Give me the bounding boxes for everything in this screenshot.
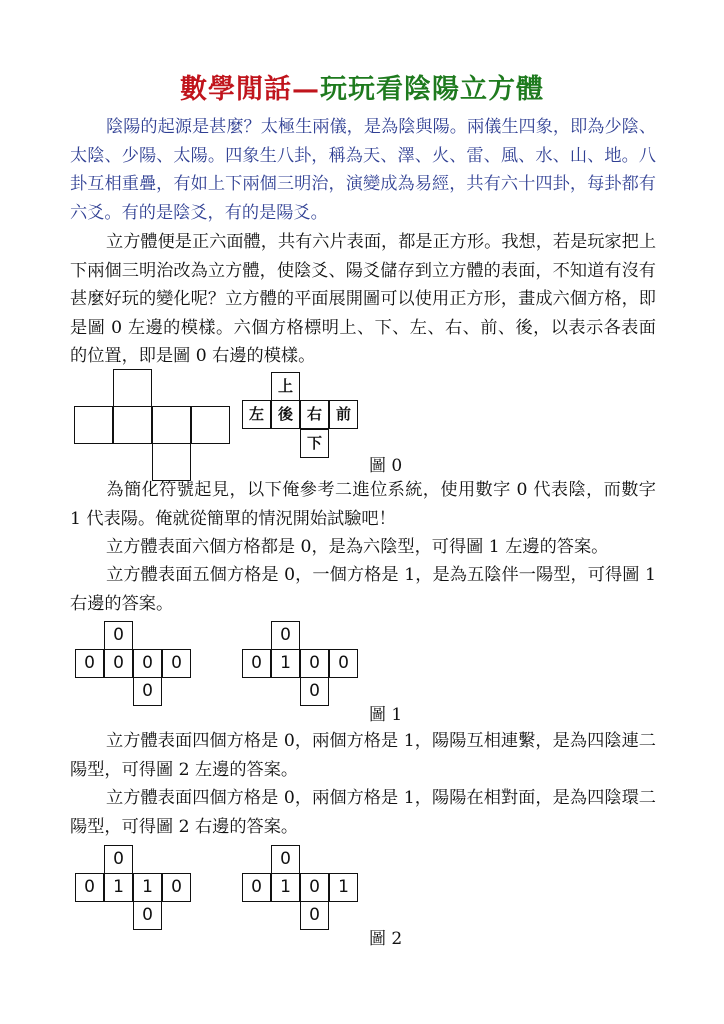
net-cell-bottom: 0 (133, 901, 162, 930)
net-cell: 1 (329, 873, 358, 902)
paragraph-five-yin: 立方體表面五個方格是 0，一個方格是 1，是為五陰伴一陽型，可得圖 1 右邊的答案。 (70, 565, 656, 614)
title-part2: 玩玩看陰陽立方體 (320, 74, 544, 105)
paragraph-binary-notation: 為簡化符號起見，以下俺參考二進位系統，使用數字 0 代表陰，而數字 1 代表陽。俺就從簡單的情況開始試驗吧！ (70, 480, 656, 529)
net-cell-bottom: 0 (300, 677, 329, 706)
net-cell: 1 (271, 649, 300, 678)
net-cell: 0 (329, 649, 358, 678)
net-cell (191, 406, 230, 444)
net-cell-bottom: 0 (300, 901, 329, 930)
net-cell-top: 0 (104, 621, 133, 650)
net-cell: 前 (329, 400, 358, 429)
net-cell-top: 0 (271, 621, 300, 650)
net-cell (152, 406, 191, 444)
net-cell: 0 (75, 649, 104, 678)
title-dash: — (292, 74, 320, 105)
paragraph-six-yin: 立方體表面六個方格都是 0，是為六陰型，可得圖 1 左邊的答案。 (106, 537, 609, 557)
figure-caption: 圖 1 (369, 705, 403, 725)
net-cell (113, 406, 152, 444)
net-cell: 0 (162, 873, 191, 902)
net-cell: 0 (104, 649, 133, 678)
net-cell: 0 (162, 649, 191, 678)
net-cell: 0 (242, 649, 271, 678)
title-part1: 數學閒話 (180, 74, 292, 105)
paragraph-yinyang-origin: 陰陽的起源是甚麼？太極生兩儀，是為陰與陽。兩儀生四象，即為少陰、太陰、少陽、太陽。四象生八卦，稱為天、澤、火、雷、風、水、山、地。八卦互相重疊，有如上下兩個三明治，演變成為易經，共有六十四卦，每卦都有六爻。有的是陰爻，有的是陽爻。 (70, 117, 657, 223)
net-cell: 0 (133, 649, 162, 678)
net-cell-top: 上 (271, 372, 300, 401)
net-cell (74, 406, 113, 444)
paragraph-four-yin-linked: 立方體表面四個方格是 0，兩個方格是 1，陽陽互相連繫，是為四陰連二陽型，可得圖 2 左邊的答案。 (70, 731, 656, 780)
net-cell: 0 (75, 873, 104, 902)
net-cell: 左 (242, 400, 271, 429)
net-cell: 0 (300, 649, 329, 678)
net-cell-top: 0 (271, 845, 300, 874)
net-cell-bottom: 下 (300, 429, 329, 458)
net-cell-top: 0 (104, 845, 133, 874)
net-cell: 1 (104, 873, 133, 902)
figure-caption: 圖 0 (369, 456, 403, 476)
net-cell: 後 (271, 400, 300, 429)
net-cell: 0 (242, 873, 271, 902)
paragraph-four-yin-opposite: 立方體表面四個方格是 0，兩個方格是 1，陽陽在相對面，是為四陰環二陽型，可得圖 2 右邊的答案。 (70, 788, 656, 837)
net-cell-bottom: 0 (133, 677, 162, 706)
net-cell: 0 (300, 873, 329, 902)
net-cell: 1 (271, 873, 300, 902)
page-title (0, 70, 724, 110)
net-cell: 右 (300, 400, 329, 429)
paragraph-cube-intro: 立方體便是正六面體，共有六片表面，都是正方形。我想，若是玩家把上下兩個三明治改為立方體，使陰爻、陽爻儲存到立方體的表面，不知道有沒有甚麼好玩的變化呢？立方體的平面展開圖可以使用正方形，畫成六個方格，即是圖 0 左邊的模樣。六個方格標明上、下、左、右、前、後，以表示各表面的位置，即是圖 0 右邊的模樣。 (70, 232, 657, 366)
figure-caption: 圖 2 (369, 929, 403, 949)
net-cell: 1 (133, 873, 162, 902)
net-cell-top (113, 369, 152, 407)
